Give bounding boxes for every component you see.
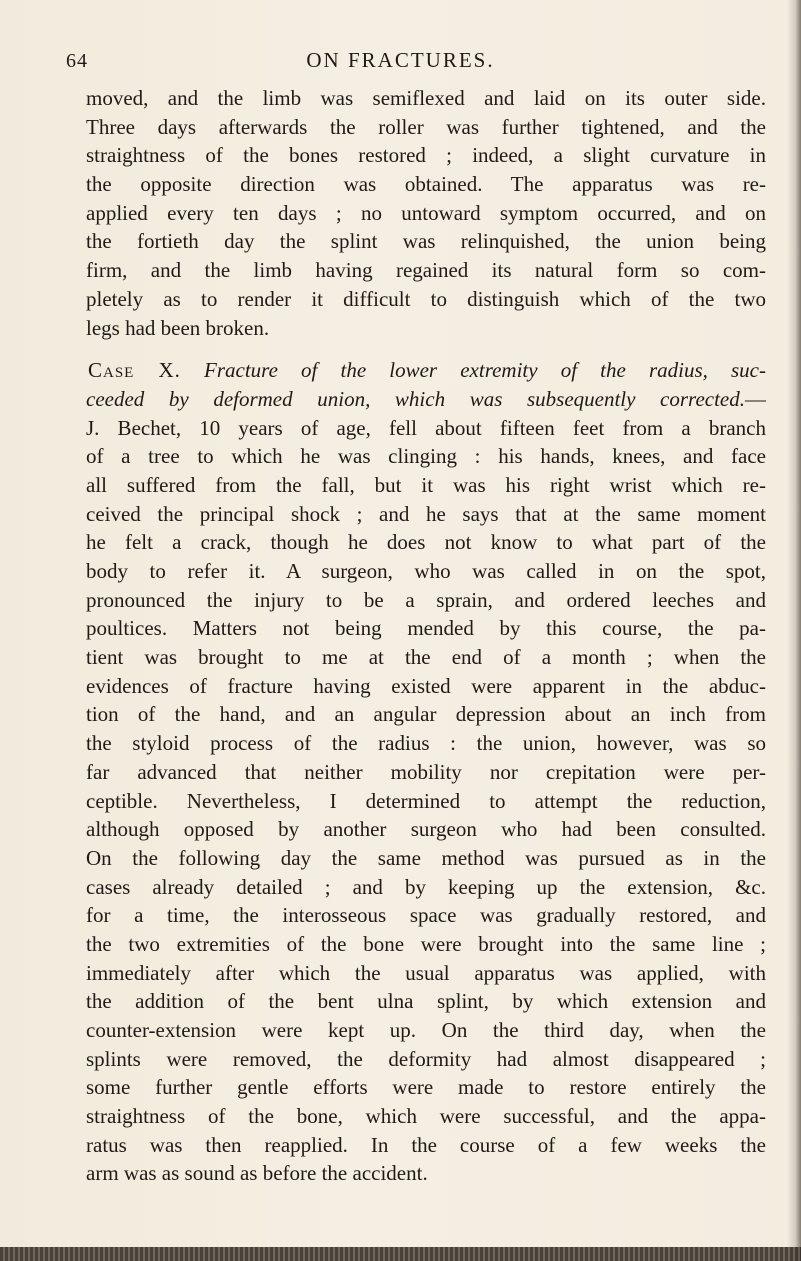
text-line: arm was as sound as before the accident. — [86, 1161, 428, 1186]
text-line: poultices. Matters not being mended by this course, the pa- — [86, 616, 766, 641]
page-number: 64 — [66, 50, 88, 72]
text-line: straightness of the bone, which were successful, and the appa- — [86, 1104, 766, 1129]
text-line: applied every ten days ; no untoward symptom occurred, and on — [86, 200, 766, 225]
text-line: the opposite direction was obtained. The apparatus was re- — [86, 172, 766, 197]
case-heading-line — [86, 356, 766, 385]
text-line: moved, and the limb was semiflexed and laid on its outer side. — [86, 86, 766, 110]
text-line: the two extremities of the bone were brought into the same line ; — [86, 931, 766, 956]
text-line: ceptible. Nevertheless, I determined to attempt the reduction, — [86, 788, 766, 813]
text-line: although opposed by another surgeon who had been consulted. — [86, 817, 766, 842]
text-line: tion of the hand, and an angular depression about an inch from — [86, 702, 766, 727]
paragraph-gap — [86, 342, 766, 356]
text-line: ceived the principal shock ; and he says that at the same moment — [86, 501, 766, 526]
page-edge-shadow — [787, 0, 801, 1261]
text-line: J. Bechet, 10 years of age, fell about fifteen feet from a branch — [86, 415, 766, 440]
paragraph-1 — [86, 84, 766, 342]
text-line: evidences of fracture having existed were apparent in the abduc- — [86, 673, 766, 698]
text-line: the fortieth day the splint was relinquished, the union being — [86, 229, 766, 254]
case-title-part-1: Fracture of the lower extremity of the radius, suc- — [204, 358, 767, 383]
text-line: tient was brought to me at the end of a month ; when the — [86, 645, 766, 670]
text-line: the styloid process of the radius : the union, however, was so — [86, 731, 766, 756]
text-line: Three days afterwards the roller was further tightened, and the — [86, 114, 766, 139]
case-label: Case X. — [88, 358, 181, 383]
text-line: On the following day the same method was pursued as in the — [86, 845, 766, 870]
text-line: cases already detailed ; and by keeping up the extension, &c. — [86, 874, 766, 899]
text-line: pletely as to render it difficult to distinguish which of the two — [86, 286, 766, 311]
page-header — [0, 40, 801, 80]
paragraph-case-x — [86, 356, 766, 1188]
text-line: pronounced the injury to be a sprain, and ordered leeches and — [86, 587, 766, 612]
text-line: immediately after which the usual apparatus was applied, with — [86, 960, 766, 985]
text-line: splints were removed, the deformity had almost disappeared ; — [86, 1046, 766, 1071]
text-line: for a time, the interosseous space was gradually restored, and — [86, 903, 766, 928]
text-line: firm, and the limb having regained its natural form so com- — [86, 258, 766, 283]
text-line: the addition of the bent ulna splint, by which extension and — [86, 989, 766, 1014]
text-line: body to refer it. A surgeon, who was called in on the spot, — [86, 559, 766, 583]
running-head: ON FRACTURES. — [306, 48, 495, 72]
text-line: of a tree to which he was clinging : his hands, knees, and face — [86, 444, 766, 469]
text-line: legs had been broken. — [86, 315, 270, 340]
case-title-part-2: ceeded by deformed union, which was subsequently corrected. — [86, 386, 745, 411]
text-line: counter-extension were kept up. On the third day, when the — [86, 1018, 766, 1042]
text-line: all suffered from the fall, but it was his right wrist which re- — [86, 472, 766, 497]
text-line: he felt a crack, though he does not know to what part of the — [86, 530, 766, 555]
text-line: far advanced that neither mobility nor crepitation were per- — [86, 759, 766, 784]
text-line: ratus was then reapplied. In the course of a few weeks the — [86, 1132, 766, 1157]
body-text — [86, 84, 766, 1188]
case-heading-line-2 — [86, 385, 766, 414]
text-line: straightness of the bones restored ; indeed, a slight curvature in — [86, 143, 766, 168]
case-title-dash: — — [745, 386, 766, 411]
page-bottom-edge — [0, 1247, 801, 1261]
text-line: some further gentle efforts were made to restore entirely the — [86, 1075, 766, 1100]
